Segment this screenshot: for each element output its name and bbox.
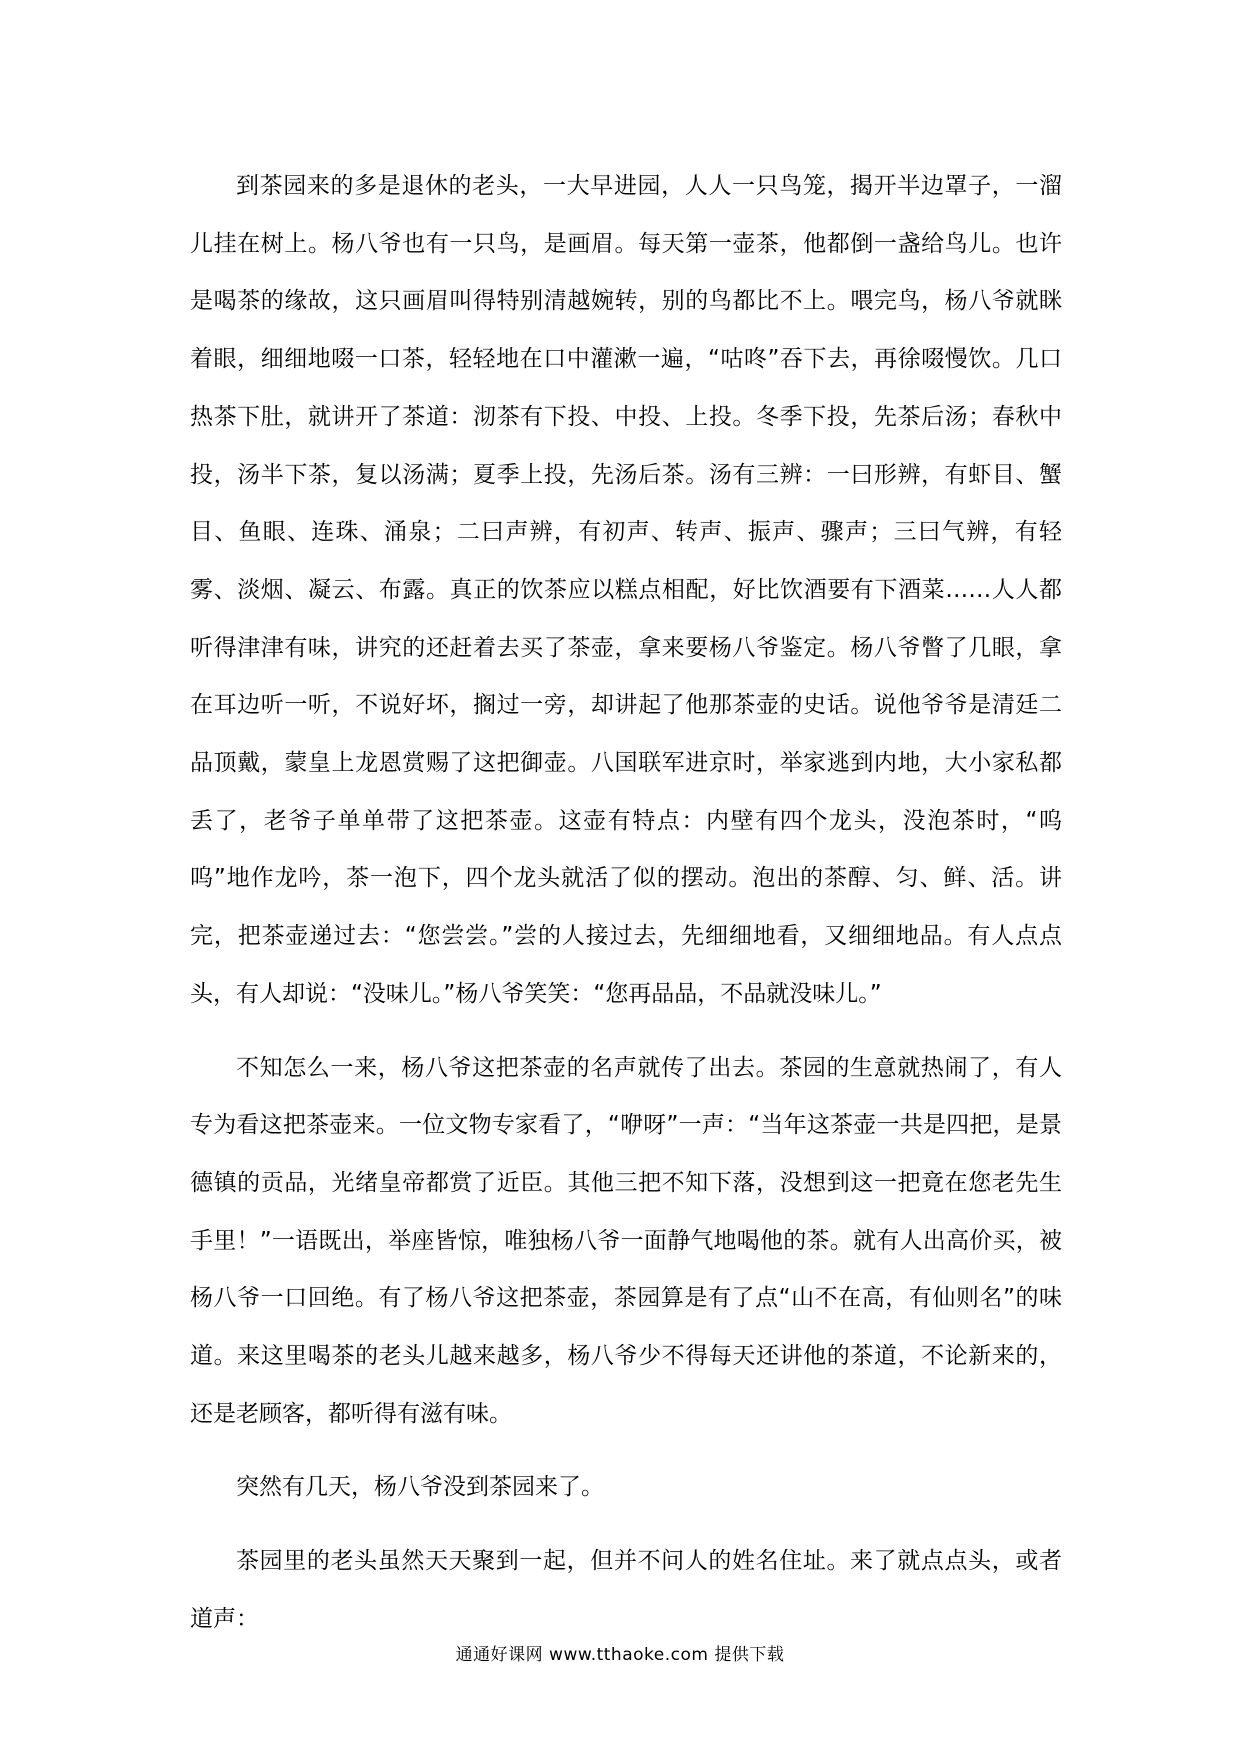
paragraph-2: 不知怎么一来，杨八爷这把茶壶的名声就传了出去。茶园的生意就热闹了，有人专为看这把茶壶来。一位文物专家看了，“咿呀”一声：“当年这茶壶一共是四把，是景德镇的贡品，光绪皇帝都赏了近臣。其他三把不知下落，没想到这一把竟在您老先生手里！”一语既出，举座皆惊，唯独杨八爷一面静气地喝他的茶。就有人出高价买，被杨八爷一口回绝。有了杨八爷这把茶壶，茶园算是有了点“山不在高，有仙则名”的味道。来这里喝茶的老头儿越来越多，杨八爷少不得每天还讲他的茶道，不论新来的，还是老顾客，都听得有滋有味。 bbox=[190, 1054, 1062, 1427]
body-text bbox=[190, 158, 1062, 1665]
page-footer: 通通好课网 www.tthaoke.com 提供下载 bbox=[455, 1645, 785, 1665]
paragraph-1: 到茶园来的多是退休的老头，一大早进园，人人一只鸟笼，揭开半边罩子，一溜儿挂在树上。杨八爷也有一只鸟，是画眉。每天第一壶茶，他都倒一盏给鸟儿。也许是喝茶的缘故，这只画眉叫得特别清越婉转，别的鸟都比不上。喂完鸟，杨八爷就眯着眼，细细地啜一口茶，轻轻地在口中灌漱一遍，“咕咚”吞下去，再徐啜慢饮。几口热茶下肚，就讲开了茶道：沏茶有下投、中投、上投。冬季下投，先茶后汤；春秋中投，汤半下茶，复以汤满；夏季上投，先汤后茶。汤有三辨：一曰形辨，有虾目、蟹目、鱼眼、连珠、涌泉；二曰声辨，有初声、转声、振声、骤声；三曰气辨，有轻雾、淡烟、凝云、布露。真正的饮茶应以糕点相配，好比饮酒要有下酒菜……人人都听得津津有味，讲究的还赶着去买了茶壶，拿来要杨八爷鉴定。杨八爷瞥了几眼，拿在耳边听一听，不说好坏，搁过一旁，却讲起了他那茶壶的史话。说他爷爷是清廷二品顶戴，蒙皇上龙恩赏赐了这把御壶。八国联军进京时，举家逃到内地，大小家私都丢了，老爷子单单带了这把茶壶。这壶有特点：内壁有四个龙头，没泡茶时，“呜呜”地作龙吟，茶一泡下，四个龙头就活了似的摆动。泡出的茶醇、匀、鲜、活。讲完，把茶壶递过去：“您尝尝。”尝的人接过去，先细细地看，又细细地品。有人点点头，有人却说：“没味儿。”杨八爷笑笑：“您再品品，不品就没味儿。” bbox=[190, 173, 1062, 1007]
paragraph-4: 茶园里的老头虽然天天聚到一起，但并不问人的姓名住址。来了就点点头，或者道声： bbox=[190, 1548, 1062, 1632]
paragraph-3: 突然有几天，杨八爷没到茶园来了。 bbox=[236, 1474, 604, 1501]
